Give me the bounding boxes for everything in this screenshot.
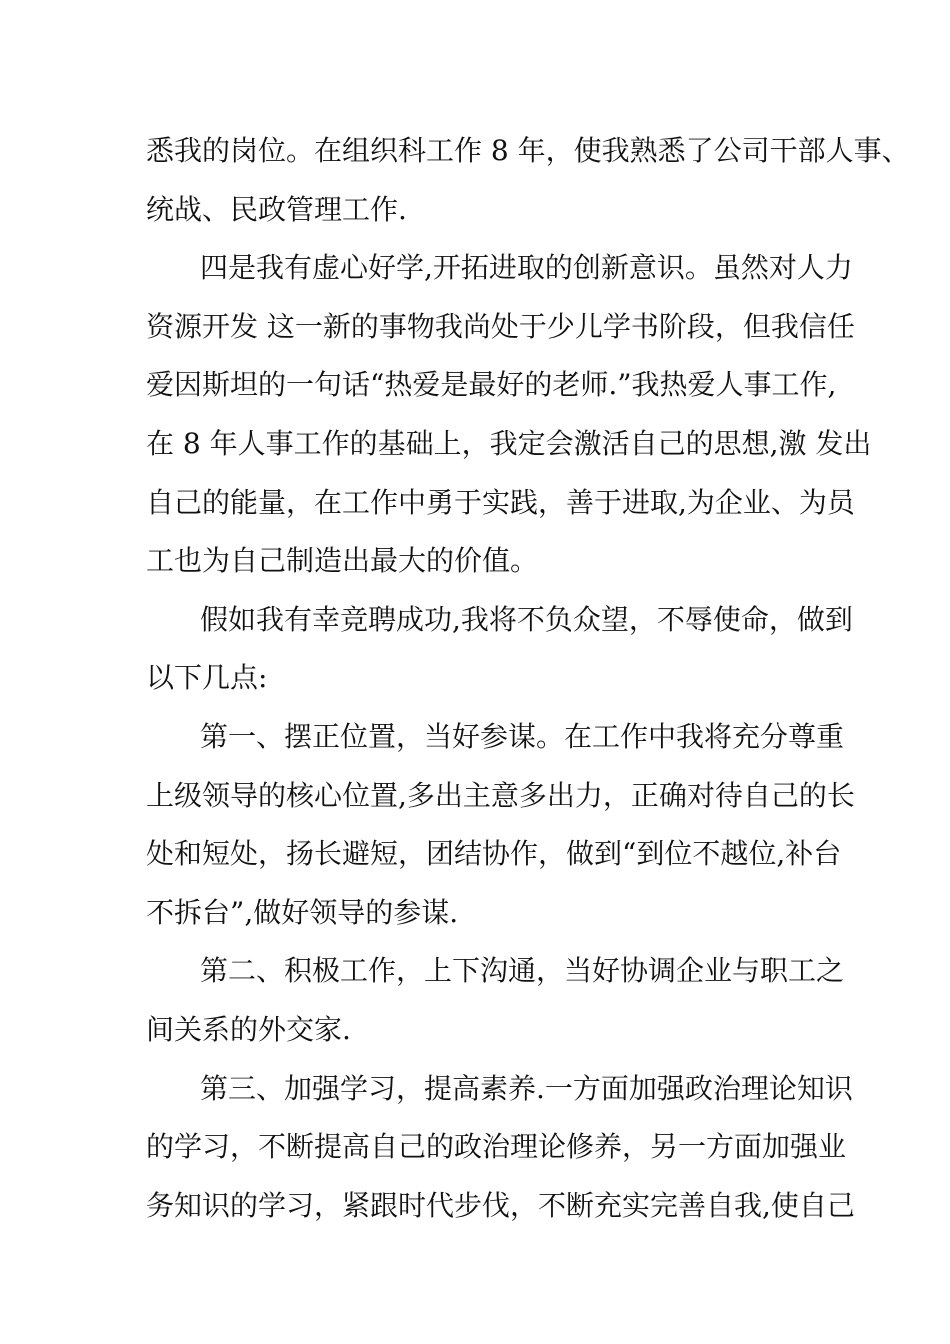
paragraph-start-line: 第一、摆正位置，当好参谋。在工作中我将充分尊重 [200,719,845,753]
text-line: 悉我的岗位。在组织科工作 8 年，使我熟悉了公司干部人事、 [146,134,910,167]
text-line: 间关系的外交家. [146,1012,351,1046]
paragraph-start-line: 第三、加强学习，提高素养.一方面加强政治理论知识 [200,1071,853,1105]
text-line: 资源开发 这一新的事物我尚处于少儿学书阶段，但我信任 [146,309,855,343]
document-body [146,122,910,1235]
text-line: 统战、民政管理工作. [146,192,407,226]
text-line: 上级领导的核心位置,多出主意多出力，正确对待自己的长 [146,778,855,812]
text-line: 以下几点: [146,661,268,695]
text-line: 在 8 年人事工作的基础上，我定会激活自己的思想,激 发出 [146,426,872,460]
text-line: 自己的能量，在工作中勇于实践，善于进取,为企业、为员 [146,485,855,519]
text-line: 不拆台”,做好领导的参谋. [146,895,459,929]
text-line: 工也为自己制造出最大的价值。 [146,544,539,578]
paragraph-start-line: 四是我有虚心好学,开拓进取的创新意识。虽然对人力 [200,251,853,285]
text-line: 处和短处，扬长避短，团结协作，做到“到位不越位,补台 [146,837,842,871]
paragraph-start-line: 假如我有幸竞聘成功,我将不负众望，不辱使命，做到 [200,602,853,636]
text-line: 务知识的学习，紧跟时代步伐，不断充实完善自我,使自己 [146,1188,855,1222]
text-line: 的学习，不断提高自己的政治理论修养，另一方面加强业 [146,1130,847,1164]
text-line: 爱因斯坦的一句话“热爱是最好的老师.”我热爱人事工作, [146,368,837,402]
paragraph-start-line: 第二、积极工作，上下沟通，当好协调企业与职工之 [200,954,845,988]
